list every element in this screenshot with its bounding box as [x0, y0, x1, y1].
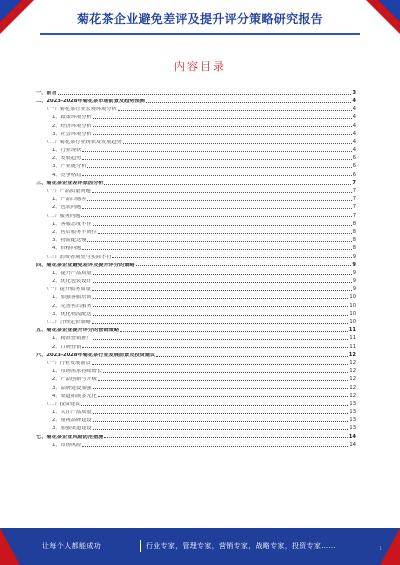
toc-entry[interactable]	[36, 333, 356, 341]
toc-entry[interactable]	[36, 284, 356, 292]
toc-entry-page: 7	[352, 179, 356, 186]
toc-entry-page: 3	[352, 89, 356, 96]
toc-leader-dots	[87, 240, 351, 242]
toc-leader-dots	[93, 387, 349, 389]
toc-leader-dots	[82, 248, 351, 250]
toc-leader-dots	[123, 142, 352, 144]
toc-entry-page: 7	[352, 196, 356, 203]
toc-leader-dots	[98, 379, 349, 381]
toc-entry[interactable]	[36, 211, 356, 219]
toc-entry-page: 11	[349, 335, 356, 342]
toc-entry-label: 2、发展趋势	[52, 156, 82, 162]
toc-entry[interactable]	[36, 219, 356, 227]
toc-entry[interactable]	[36, 129, 356, 137]
toc-entry-label: 2、重视品牌建设	[52, 418, 92, 424]
toc-entry[interactable]	[36, 112, 356, 120]
toc-leader-dots	[93, 428, 349, 430]
toc-entry-page: 13	[349, 409, 356, 416]
toc-entry-page: 14	[349, 441, 356, 448]
toc-leader-dots	[104, 436, 347, 438]
toc-entry[interactable]	[36, 424, 356, 432]
toc-entry-label: 3、优化物流配送	[52, 311, 92, 317]
toc-entry-label: 1、客服态度不佳	[52, 221, 92, 227]
toc-entry-page: 4	[352, 147, 356, 154]
page-number: 1	[379, 546, 382, 551]
toc-entry[interactable]	[36, 252, 356, 260]
footer-tagline: 行业专家，管理专家，营销专家，战略专家，投资专家……	[146, 542, 336, 550]
toc-entry[interactable]	[36, 325, 356, 333]
toc-leader-dots	[92, 191, 352, 193]
report-title: 菊花茶企业避免差评及提升评分策略研究报告	[76, 12, 323, 26]
toc-leader-dots	[93, 305, 349, 307]
toc-entry-label: 1、精准营销推广	[52, 336, 92, 342]
toc-entry[interactable]	[36, 358, 356, 366]
toc-entry-label: 1、产品口感差	[52, 197, 87, 203]
toc-entry-label: 2、完善售后服务	[52, 303, 92, 309]
toc-entry[interactable]	[36, 153, 356, 161]
toc-entry-page: 10	[349, 319, 356, 326]
toc-entry[interactable]	[36, 366, 356, 374]
toc-entry[interactable]	[36, 374, 356, 382]
toc-entry-page: 13	[349, 400, 356, 407]
toc-entry-label: （一）产品质量问题	[44, 189, 91, 195]
toc-leader-dots	[103, 371, 348, 373]
toc-leader-dots	[82, 207, 351, 209]
toc-entry[interactable]	[36, 170, 356, 178]
toc-entry-page: 13	[349, 425, 356, 432]
toc-entry-label: 3、加强渠道建设	[52, 426, 92, 432]
toc-entry[interactable]	[36, 317, 356, 325]
toc-entry-label: 4、价格问题	[52, 246, 82, 252]
table-of-contents	[36, 86, 356, 448]
toc-entry[interactable]	[36, 145, 356, 153]
toc-entry[interactable]	[36, 202, 356, 210]
toc-entry-page: 7	[352, 212, 356, 219]
toc-entry-label: （二）服务问题	[44, 213, 81, 219]
toc-entry-page: 12	[349, 392, 356, 399]
toc-entry-label: 2、优化包装设计	[52, 279, 92, 285]
toc-entry-label: 1、加强客服培训	[52, 295, 92, 301]
toc-entry-page: 4	[352, 114, 356, 121]
toc-leader-dots	[82, 150, 351, 152]
toc-entry-label: 五、菊花茶企业提升评分的营销策略	[36, 328, 120, 334]
toc-entry-page: 7	[352, 188, 356, 195]
toc-leader-dots	[93, 224, 352, 226]
toc-entry-page: 12	[349, 384, 356, 391]
toc-entry[interactable]	[36, 293, 356, 301]
toc-entry-page: 12	[349, 376, 356, 383]
toc-entry-label: 六、2023-2028年菊花茶行业发展前景及投资建议	[36, 352, 156, 358]
toc-leader-dots	[82, 346, 348, 348]
toc-entry[interactable]	[36, 260, 356, 268]
toc-leader-dots	[87, 199, 351, 201]
toc-leader-dots	[104, 183, 351, 185]
toc-entry-label: 三、菊花茶企业差评原因分析	[36, 180, 104, 186]
toc-entry-label: 1、提升产品质量	[52, 270, 92, 276]
toc-entry[interactable]	[36, 227, 356, 235]
toc-entry-label: 二、2023-2028年菊花茶市场前景及趋势预测	[36, 98, 145, 104]
toc-entry-label: （二）菊花茶行业现状及发展趋势	[44, 139, 122, 145]
toc-leader-dots	[58, 93, 352, 95]
toc-entry-page: 6	[352, 155, 356, 162]
toc-leader-dots	[120, 330, 348, 332]
toc-leader-dots	[98, 232, 352, 234]
toc-leader-dots	[93, 133, 352, 135]
toc-entry[interactable]	[36, 342, 356, 350]
toc-entry[interactable]	[36, 268, 356, 276]
toc-leader-dots	[82, 445, 348, 447]
toc-entry-page: 10	[349, 294, 356, 301]
toc-leader-dots	[92, 289, 352, 291]
toc-entry[interactable]	[36, 383, 356, 391]
toc-heading: 内容目录	[174, 60, 226, 73]
toc-entry[interactable]	[36, 407, 356, 415]
toc-entry-page: 4	[352, 106, 356, 113]
toc-entry-page: 8	[352, 237, 356, 244]
toc-entry[interactable]	[36, 243, 356, 251]
toc-entry-label: 1、政策环境分析	[52, 115, 92, 121]
toc-entry-label: 四、菊花茶企业避免差评及提升评分的策略	[36, 262, 135, 268]
toc-leader-dots	[93, 314, 349, 316]
toc-entry-label: 2、包装问题	[52, 205, 82, 211]
toc-entry-page: 9	[352, 269, 356, 276]
toc-entry-label: 3、产业链分析	[52, 164, 87, 170]
toc-entry-page: 9	[352, 278, 356, 285]
toc-entry[interactable]	[36, 104, 356, 112]
toc-leader-dots	[146, 101, 352, 103]
toc-entry[interactable]	[36, 137, 356, 145]
toc-entry-label: （三）消费者期望与实际不符	[44, 254, 112, 260]
header-divider	[40, 33, 360, 35]
toc-entry[interactable]	[36, 178, 356, 186]
toc-entry[interactable]	[36, 391, 356, 399]
toc-entry-page: 11	[349, 343, 356, 350]
toc-entry-label: （一）菊花茶行业宏观环境分析	[44, 107, 117, 113]
toc-entry-page: 10	[349, 310, 356, 317]
toc-leader-dots	[93, 117, 352, 119]
header	[0, 0, 400, 36]
toc-entry-page: 8	[352, 220, 356, 227]
toc-leader-dots	[81, 215, 351, 217]
toc-entry-page: 4	[352, 122, 356, 129]
toc-entry-page: 4	[352, 130, 356, 137]
toc-entry-label: 2、经济环境分析	[52, 123, 92, 129]
toc-leader-dots	[93, 281, 352, 283]
toc-entry[interactable]	[36, 162, 356, 170]
toc-entry[interactable]	[36, 121, 356, 129]
toc-leader-dots	[136, 264, 352, 266]
toc-entry-page: 12	[348, 351, 356, 358]
toc-entry[interactable]	[36, 235, 356, 243]
toc-leader-dots	[98, 395, 349, 397]
toc-leader-dots	[118, 109, 352, 111]
toc-leader-dots	[93, 273, 352, 275]
toc-entry-label: （二）投资建议	[44, 401, 81, 407]
toc-entry-label: （一）行业发展前景	[44, 360, 91, 366]
toc-entry-page: 8	[352, 245, 356, 252]
toc-entry-page: 6	[352, 171, 356, 178]
toc-leader-dots	[82, 174, 351, 176]
toc-entry-label: 1、关注产品质量	[52, 410, 92, 416]
toc-entry-label: 2、产品创新与升级	[52, 377, 97, 383]
toc-entry-page: 10	[349, 302, 356, 309]
toc-entry-page: 9	[352, 261, 356, 268]
toc-leader-dots	[87, 166, 351, 168]
toc-entry[interactable]	[36, 399, 356, 407]
toc-leader-dots	[93, 338, 349, 340]
toc-leader-dots	[92, 322, 349, 324]
toc-entry-page: 9	[352, 286, 356, 293]
toc-leader-dots	[93, 420, 349, 422]
toc-entry-page: 11	[348, 327, 356, 334]
footer-decoration-right	[380, 528, 400, 565]
toc-leader-dots	[93, 125, 352, 127]
toc-entry[interactable]	[36, 350, 356, 358]
toc-entry[interactable]	[36, 276, 356, 284]
footer-slogan: 让每个人都能成功	[42, 542, 102, 550]
toc-entry[interactable]	[36, 432, 356, 440]
toc-leader-dots	[156, 355, 348, 357]
toc-entry-label: 1、市场需求持续增长	[52, 369, 102, 375]
toc-entry-page: 9	[352, 253, 356, 260]
toc-leader-dots	[92, 363, 349, 365]
toc-entry-label: 2、售后服务不到位	[52, 229, 97, 235]
toc-leader-dots	[81, 404, 348, 406]
toc-entry[interactable]	[36, 301, 356, 309]
toc-entry-label: 3、社会环境分析	[52, 131, 92, 137]
toc-entry-page: 13	[349, 417, 356, 424]
toc-entry-page: 14	[348, 433, 356, 440]
toc-entry[interactable]	[36, 186, 356, 194]
toc-entry-label: 3、品牌建设加强	[52, 385, 92, 391]
toc-entry-label: 七、菊花茶企业风险防范措施	[36, 434, 104, 440]
toc-entry-page: 4	[352, 97, 356, 104]
toc-entry-page: 12	[349, 359, 356, 366]
toc-entry[interactable]	[36, 86, 356, 96]
toc-entry-page: 6	[352, 163, 356, 170]
toc-entry-label: 4、竞争格局	[52, 172, 82, 178]
toc-entry-page: 4	[352, 138, 356, 145]
toc-entry-label: 2、口碑营销	[52, 344, 82, 350]
toc-entry-label: 1、市场风险	[52, 442, 82, 448]
toc-leader-dots	[93, 412, 349, 414]
toc-entry-page: 12	[349, 368, 356, 375]
footer-divider	[140, 540, 141, 552]
toc-entry-page: 8	[352, 228, 356, 235]
toc-entry-page: 7	[352, 204, 356, 211]
toc-entry-label: （二）合理定价策略	[44, 320, 91, 326]
toc-entry-label: 一、前言	[36, 90, 57, 96]
toc-entry-label: （一）提升服务质量	[44, 287, 91, 293]
toc-leader-dots	[93, 297, 349, 299]
toc-leader-dots	[112, 256, 351, 258]
toc-entry[interactable]	[36, 96, 356, 104]
footer-decoration-left	[0, 528, 20, 565]
toc-leader-dots	[82, 158, 351, 160]
toc-entry[interactable]	[36, 309, 356, 317]
toc-entry-label: 4、渠道拓展多元化	[52, 393, 97, 399]
toc-entry[interactable]	[36, 440, 356, 448]
toc-entry-label: 1、行业现状	[52, 148, 82, 154]
toc-entry[interactable]	[36, 194, 356, 202]
toc-entry-label: 3、物流配送慢	[52, 238, 87, 244]
toc-entry[interactable]	[36, 415, 356, 423]
